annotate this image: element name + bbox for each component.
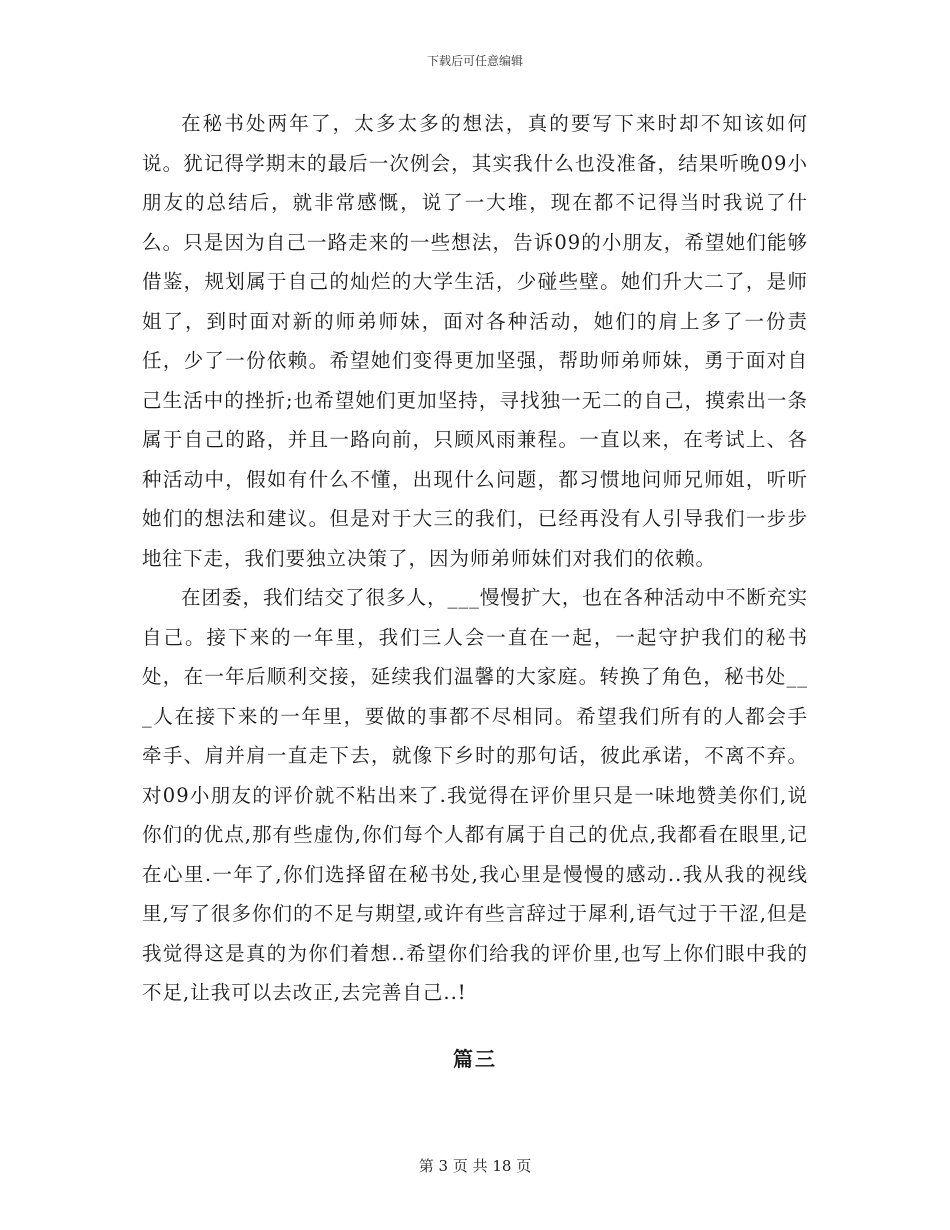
paragraph-2: 在团委，我们结交了很多人，___慢慢扩大，也在各种活动中不断充实自己。接下来的一年里，我们三人会一直在一起，一起守护我们的秘书处，在一年后顺利交接，延续我们温馨的大家庭。转换了角色，秘书处___人在接下来的一年里，要做的事都不尽相同。希望我们所有的人都会手牵手、肩并肩一直走下去，就像下乡时的那句话，彼此承诺，不离不弃。对09小朋友的评价就不粘出来了.我觉得在评价里只是一味地赞美你们,说你们的优点,那有些虚伪,你们每个人都有属于自己的优点,我都看在眼里,记在心里.一年了,你们选择留在秘书处,我心里是慢慢的感动..我从我的视线里,写了很多你们的不足与期望,或许有些言辞过于犀利,语气过于干涩,但是我觉得这是真的为你们着想..希望你们给我的评价里,也写上你们眼中我的不足,让我可以去改正,去完善自己..! bbox=[142, 586, 808, 1004]
document-body bbox=[142, 104, 808, 1013]
page-header: 下载后可任意编辑 bbox=[426, 54, 523, 68]
section-title: 篇三 bbox=[453, 1047, 497, 1071]
page-footer: 第 3 页 共 18 页 bbox=[418, 1157, 532, 1175]
paragraph-1: 在秘书处两年了，太多太多的想法，真的要写下来时却不知该如何说。犹记得学期末的最后一次例会，其实我什么也没准备，结果听晚09小朋友的总结后，就非常感慨，说了一大堆，现在都不记得当时我说了什么。只是因为自己一路走来的一些想法，告诉09的小朋友，希望她们能够借鉴，规划属于自己的灿烂的大学生活，少碰些壁。她们升大二了，是师姐了，到时面对新的师弟师妹，面对各种活动，她们的肩上多了一份责任，少了一份依赖。希望她们变得更加坚强，帮助师弟师妹，勇于面对自己生活中的挫折;也希望她们更加坚持，寻找独一无二的自己，摸索出一条属于自己的路，并且一路向前，只顾风雨兼程。一直以来，在考试上、各种活动中，假如有什么不懂，出现什么问题，都习惯地问师兄师姐，听听她们的想法和建议。但是对于大三的我们，已经再没有人引导我们一步步地往下走，我们要独立决策了，因为师弟师妹们对我们的依赖。 bbox=[142, 112, 808, 570]
